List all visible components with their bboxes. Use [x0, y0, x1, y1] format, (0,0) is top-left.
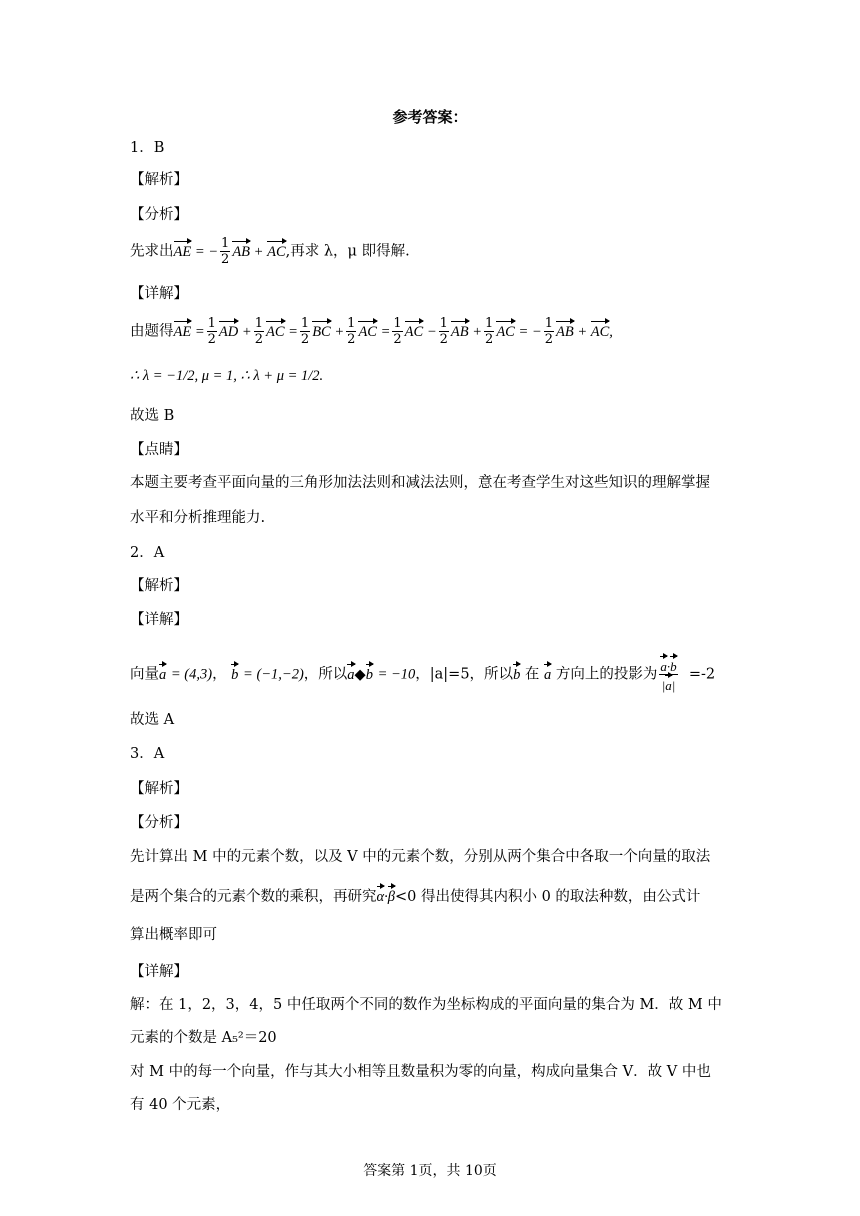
q1-conclusion: ∴ λ = −1/2, μ = 1, ∴ λ + μ = 1/2. — [130, 368, 324, 384]
q2-choose: 故选 A — [130, 712, 175, 728]
q1-choose: 故选 B — [130, 408, 175, 424]
q3-answer: 3．A — [130, 746, 165, 762]
q1-xiangjie-formula: 由题得AE = $\frac{1}{2}$ AD + $\frac{1}{2}$ AC = $\frac{1}{2}$ BC + $\frac{1}{2}$ AC = $\frac{1}{2}$ AC − $\frac{1}{2}$ AB + $\frac{1}{2}$ AC = − $\frac{1}{2}$ AB + AC, — [130, 316, 613, 347]
q3-detail-line3: 对 M 中的每一个向量，作与其大小相等且数量积为零的向量，构成向量集合 V．故 V 中也 — [130, 1064, 711, 1080]
q2-jiexi-heading: 【解析】 — [130, 578, 188, 594]
q3-fenxi-line1: 先计算出 M 中的元素个数，以及 V 中的元素个数，分别从两个集合中各取一个向量的取法 — [130, 849, 711, 865]
q1-answer: 1．B — [130, 140, 165, 156]
q1-dianjing-line2: 水平和分析推理能力. — [130, 510, 266, 526]
q1-jiexi-heading: 【解析】 — [130, 172, 188, 188]
q2-xiangjie-heading: 【详解】 — [130, 612, 188, 628]
q2-detail: 向量a = (4,3)， b = (−1,−2)，所以a◆b = −10，|a|=5，所以b 在 a 方向上的投影为 $\frac{a\cdot b}{|a|}$ =-2 — [130, 656, 715, 693]
q3-detail-line2: 元素的个数是 A₅²＝20 — [130, 1030, 277, 1046]
q2-answer: 2．A — [130, 545, 165, 561]
q3-fenxi-heading: 【分析】 — [130, 815, 188, 831]
q1-fenxi-heading: 【分析】 — [130, 207, 188, 223]
q3-xiangjie-heading: 【详解】 — [130, 964, 188, 980]
q3-fenxi-line3: 算出概率即可 — [130, 927, 217, 943]
q3-detail-line1: 解：在 1，2，3，4，5 中任取两个不同的数作为坐标构成的平面向量的集合为 M．故 M 中 — [130, 997, 722, 1013]
q3-jiexi-heading: 【解析】 — [130, 781, 188, 797]
q1-xiangjie-heading: 【详解】 — [130, 286, 188, 302]
page-footer: 答案第 1页，共 10页 — [363, 1163, 497, 1179]
q1-fenxi-text: 先求出AE = − $\frac{1}{2}$ AB + AC,再求 λ，μ 即得解. — [130, 236, 410, 267]
q3-fenxi-line2: 是两个集合的元素个数的乘积，再研究α·β<0 得出使得其内积小 0 的取法种数，由公式计 — [130, 885, 700, 906]
q1-dianjing-line1: 本题主要考查平面向量的三角形加法法则和减法法则，意在考查学生对这些知识的理解掌握 — [130, 475, 710, 491]
q1-dianjing-heading: 【点睛】 — [130, 442, 188, 458]
page-title: 参考答案： — [392, 108, 468, 126]
q3-detail-line4: 有 40 个元素， — [130, 1097, 231, 1113]
